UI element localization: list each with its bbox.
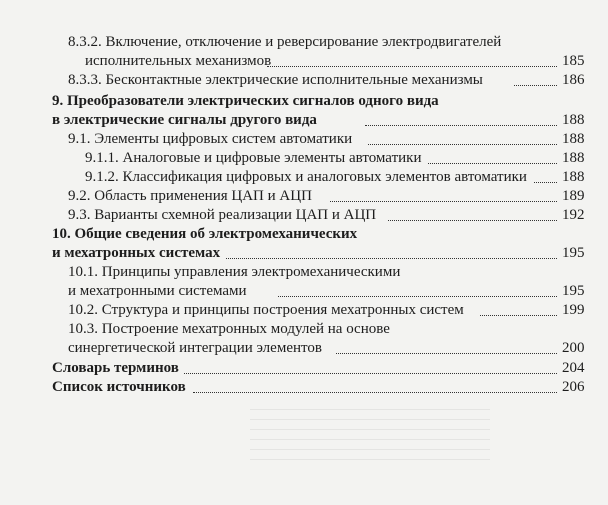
toc-entry-text: 10.3. Построение мехатронных модулей на основе — [68, 321, 390, 337]
toc-line — [0, 186, 608, 206]
toc-line — [0, 129, 608, 149]
dot-leader — [368, 144, 557, 145]
dot-leader — [388, 220, 557, 221]
toc-line — [0, 262, 608, 282]
toc-entry-text: Список источников — [52, 379, 186, 395]
toc-page-number: 200 — [562, 340, 585, 356]
toc-entry-text: 9.1.1. Аналоговые и цифровые элементы автоматики — [85, 150, 422, 166]
dot-leader — [267, 66, 557, 67]
dot-leader — [336, 353, 557, 354]
dot-leader — [428, 163, 557, 164]
toc-entry-text: 9.2. Область применения ЦАП и АЦП — [68, 188, 312, 204]
toc-page-number: 192 — [562, 207, 585, 223]
toc-page-number: 189 — [562, 188, 585, 204]
toc-entry-text: синергетической интеграции элементов — [68, 340, 322, 356]
toc-entry-text: 10.2. Структура и принципы построения мехатронных систем — [68, 302, 464, 318]
toc-line — [0, 338, 608, 358]
toc-line — [0, 167, 608, 187]
toc-line — [0, 32, 608, 52]
dot-leader — [330, 201, 557, 202]
toc-entry-text: 9.1. Элементы цифровых систем автоматики — [68, 131, 353, 147]
toc-line — [0, 358, 608, 378]
toc-page-number: 195 — [562, 283, 585, 299]
dot-leader — [278, 296, 557, 297]
toc-page-number: 204 — [562, 360, 585, 376]
toc-page-number: 186 — [562, 72, 585, 88]
toc-entry-text: 8.3.2. Включение, отключение и реверсирование электродвигателей — [68, 34, 502, 50]
toc-line — [0, 224, 608, 244]
toc-page-number: 199 — [562, 302, 585, 318]
toc-line — [0, 300, 608, 320]
toc-entry-text: 10. Общие сведения об электромеханических — [52, 226, 358, 242]
dot-leader — [365, 125, 557, 126]
toc-entry-text: 10.1. Принципы управления электромеханическими — [68, 264, 401, 280]
toc-entry-text: Словарь терминов — [52, 360, 179, 376]
show-through-texture — [250, 400, 490, 460]
dot-leader — [480, 315, 557, 316]
toc-page-number: 188 — [562, 169, 585, 185]
toc-line — [0, 281, 608, 301]
toc-line — [0, 319, 608, 339]
toc-page-number: 188 — [562, 131, 585, 147]
dot-leader — [226, 258, 557, 259]
toc-line — [0, 110, 608, 130]
toc-line — [0, 205, 608, 225]
toc-entry-text: в электрические сигналы другого вида — [52, 112, 317, 128]
toc-entry-text: 9.1.2. Классификация цифровых и аналоговых элементов автоматики — [85, 169, 527, 185]
toc-page-number: 206 — [562, 379, 585, 395]
dot-leader — [193, 392, 557, 393]
dot-leader — [514, 85, 557, 86]
toc-page-number: 185 — [562, 53, 585, 69]
toc-line — [0, 243, 608, 263]
toc-page-number: 188 — [562, 150, 585, 166]
toc-line — [0, 377, 608, 397]
toc-entry-text: 8.3.3. Бесконтактные электрические исполнительные механизмы — [68, 72, 483, 88]
toc-page-number: 195 — [562, 245, 585, 261]
toc-entry-text: 9.3. Варианты схемной реализации ЦАП и АЦП — [68, 207, 377, 223]
toc-line — [0, 51, 608, 71]
toc-entry-text: исполнительных механизмов — [85, 53, 272, 69]
toc-line — [0, 91, 608, 111]
toc-line — [0, 148, 608, 168]
toc-entry-text: и мехатронными системами — [68, 283, 247, 299]
toc-line — [0, 70, 608, 90]
toc-entry-text: 9. Преобразователи электрических сигналов одного вида — [52, 93, 439, 109]
toc-page-number: 188 — [562, 112, 585, 128]
toc-entry-text: и мехатронных системах — [52, 245, 221, 261]
dot-leader — [534, 182, 557, 183]
dot-leader — [184, 373, 557, 374]
